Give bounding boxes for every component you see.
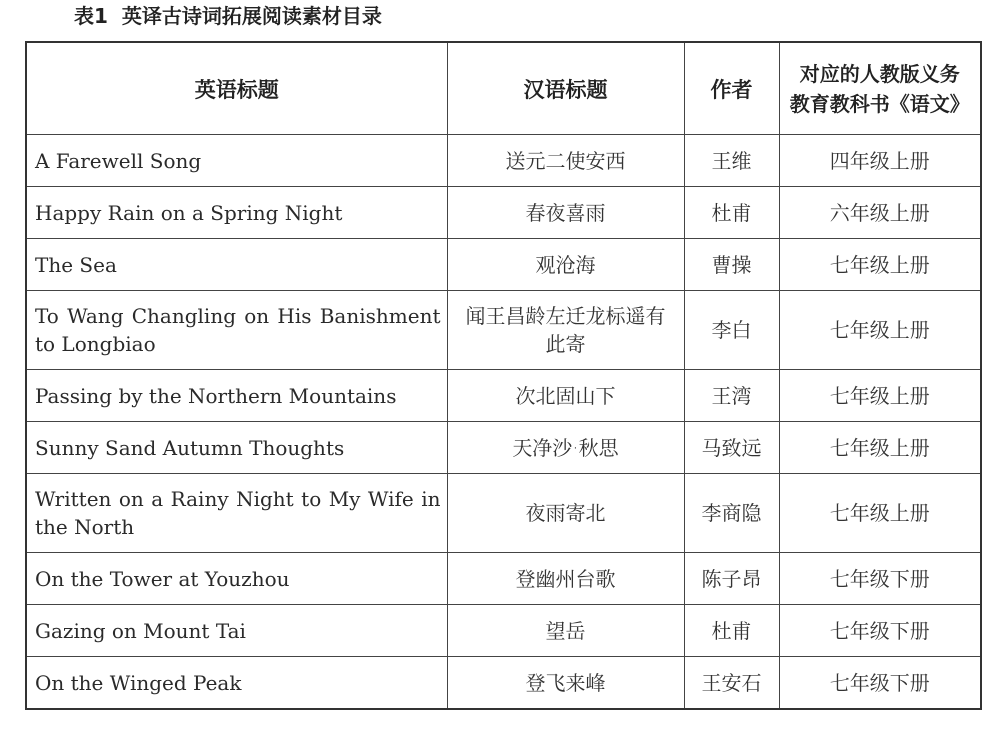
english-title-cell: A Farewell Song: [26, 135, 447, 187]
textbook-cell: 四年级上册: [779, 135, 981, 187]
header-author: 作者: [684, 42, 779, 135]
chinese-title-cell: 春夜喜雨: [447, 187, 684, 239]
chinese-title-cell: 天净沙·秋思: [447, 422, 684, 474]
header-row: [26, 42, 981, 135]
table-row: [26, 370, 981, 422]
textbook-cell: 七年级下册: [779, 657, 981, 710]
chinese-title-cell: 次北固山下: [447, 370, 684, 422]
table-row: [26, 422, 981, 474]
chinese-title-cell: 登幽州台歌: [447, 553, 684, 605]
author-cell: 李商隐: [684, 474, 779, 553]
textbook-cell: 六年级上册: [779, 187, 981, 239]
author-cell: 杜甫: [684, 605, 779, 657]
table-row: [26, 474, 981, 553]
english-title-cell: Written on a Rainy Night to My Wife in the North: [26, 474, 447, 553]
english-title-cell: Happy Rain on a Spring Night: [26, 187, 447, 239]
author-cell: 陈子昂: [684, 553, 779, 605]
chinese-title-cell: 送元二使安西: [447, 135, 684, 187]
table-row: [26, 553, 981, 605]
textbook-cell: 七年级上册: [779, 422, 981, 474]
textbook-cell: 七年级上册: [779, 291, 981, 370]
author-cell: 李白: [684, 291, 779, 370]
chinese-title-cell: 登飞来峰: [447, 657, 684, 710]
table-row: [26, 187, 981, 239]
textbook-cell: 七年级上册: [779, 474, 981, 553]
english-title-cell: Sunny Sand Autumn Thoughts: [26, 422, 447, 474]
header-chinese-title: 汉语标题: [447, 42, 684, 135]
english-title-cell: On the Winged Peak: [26, 657, 447, 710]
english-title-cell: On the Tower at Youzhou: [26, 553, 447, 605]
chinese-title-cell: 望岳: [447, 605, 684, 657]
chinese-title-cell: 夜雨寄北: [447, 474, 684, 553]
header-textbook-line2: 教育教科书《语文》: [789, 91, 970, 116]
english-title-cell: Passing by the Northern Mountains: [26, 370, 447, 422]
author-cell: 王湾: [684, 370, 779, 422]
english-title-cell: The Sea: [26, 239, 447, 291]
table-row: [26, 239, 981, 291]
author-cell: 曹操: [684, 239, 779, 291]
table-row: [26, 605, 981, 657]
table-caption: [74, 2, 382, 30]
textbook-cell: 七年级上册: [779, 370, 981, 422]
author-cell: 王维: [684, 135, 779, 187]
chinese-title-cell: 观沧海: [447, 239, 684, 291]
header-textbook: [779, 42, 981, 135]
table-row: [26, 291, 981, 370]
english-title-cell: To Wang Changling on His Banishment to Longbiao: [26, 291, 447, 370]
author-cell: 王安石: [684, 657, 779, 710]
textbook-cell: 七年级上册: [779, 239, 981, 291]
table-title: 英译古诗词拓展阅读素材目录: [121, 4, 382, 28]
table-number: 表1: [74, 4, 108, 28]
textbook-cell: 七年级下册: [779, 553, 981, 605]
author-cell: 马致远: [684, 422, 779, 474]
english-title-cell: Gazing on Mount Tai: [26, 605, 447, 657]
table-row: [26, 657, 981, 710]
author-cell: 杜甫: [684, 187, 779, 239]
header-english-title: 英语标题: [26, 42, 447, 135]
header-textbook-line1: 对应的人教版义务: [799, 61, 960, 86]
reading-material-table: [25, 41, 982, 710]
textbook-cell: 七年级下册: [779, 605, 981, 657]
table-row: [26, 135, 981, 187]
chinese-title-cell: 闻王昌龄左迁龙标遥有此寄: [447, 291, 684, 370]
